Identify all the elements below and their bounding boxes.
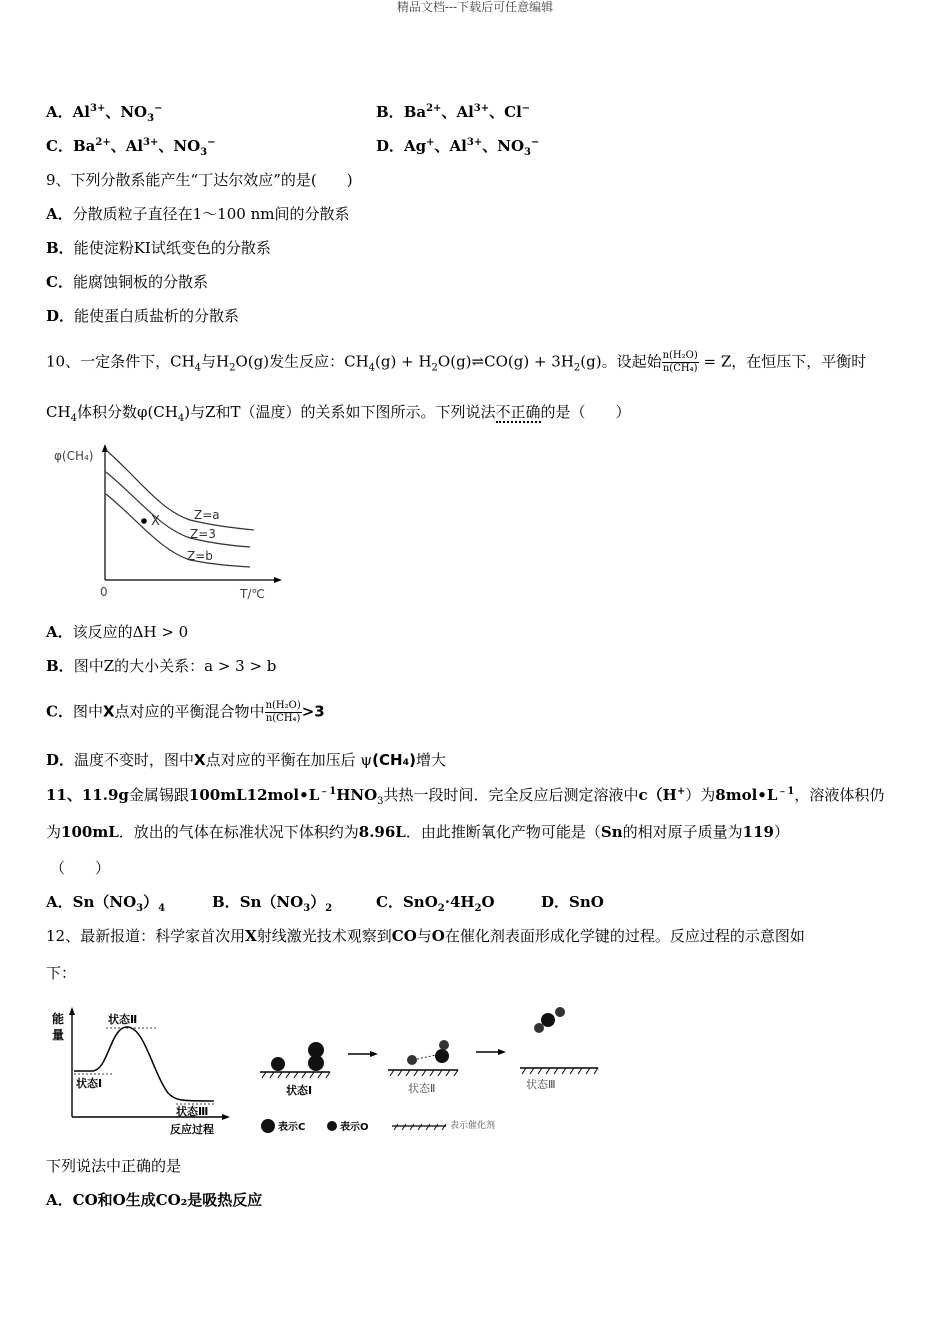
svg-text:状态Ⅱ: 状态Ⅱ [408, 1082, 436, 1095]
energy-state-3: 状态Ⅲ [176, 1105, 209, 1118]
curve-z-a [106, 450, 254, 530]
curve-label-z-a: Z=a [194, 508, 220, 522]
state2-c-atom [435, 1049, 449, 1063]
q11-option-c[interactable]: C．$SnO_2\cdot 4H_2O$ [376, 893, 495, 914]
x-axis-arrow [274, 577, 282, 583]
y-axis-label: φ(CH₄) [54, 449, 94, 463]
q8-option-d[interactable]: D．Ag+、$Al^{3+}$、$NO_3^-$ [376, 137, 540, 158]
q12-energy-diagram [48, 1005, 238, 1140]
svg-text:状态Ⅲ: 状态Ⅲ [526, 1078, 556, 1091]
energy-xlabel: 反应过程 [170, 1123, 214, 1136]
q8-option-a[interactable]: A．$Al^{3+}$、$NO_3^-$ [46, 103, 163, 124]
point-x-label: X [151, 514, 160, 529]
legend-o-label: 表示O [340, 1122, 369, 1133]
x-axis-label: T/℃ [240, 587, 265, 601]
q12-process-diagram [250, 1000, 610, 1140]
curve-z-b [106, 494, 250, 567]
energy-state-1: 状态Ⅰ [76, 1077, 103, 1090]
curve-label-z-3: Z=3 [190, 527, 216, 541]
q11-blank: （ ） [50, 859, 111, 877]
energy-ylabel-2: 量 [52, 1028, 65, 1042]
legend-c-icon [261, 1119, 275, 1133]
legend-c-label: 表示C [278, 1122, 306, 1133]
q12-stem-line1: 12、最新报道：科学家首次用X射线激光技术观察到CO与O在催化剂表面形成化学键的过程。反应过程的示意图如 [46, 927, 805, 945]
q10-option-c[interactable]: C．图中X点对应的平衡混合物中 $\frac{\text{n(H₂O)}}{\text{n(CH₄)}}$ >3 [46, 700, 325, 724]
q11-option-a[interactable]: A．$Sn(NO_3)_4$ [46, 893, 166, 914]
legend-catalyst-label: 表示催化剂 [450, 1121, 496, 1131]
q8-option-c[interactable]: C．$Ba^{2+}$、$Al^{3+}$、$NO_3^-$ [46, 137, 216, 158]
q12-stem-line2: 下： [46, 964, 77, 982]
state1-o-atom [271, 1057, 285, 1071]
q11-option-b[interactable]: B．$Sn(NO_3)_2$ [212, 893, 333, 914]
energy-state-2: 状态Ⅱ [108, 1013, 138, 1026]
q9-stem: 9、下列分散系能产生“丁达尔效应”的是( ) [46, 171, 353, 189]
q10-option-d[interactable]: D．温度不变时，图中X点对应的平衡在加压后 ψ(CH₄)增大 [46, 751, 447, 769]
q9-option-b[interactable]: B．能使淀粉KI试纸变色的分散系 [46, 239, 271, 257]
curve-z-3 [106, 472, 250, 547]
q10-stem-line2: $CH_4$体积分数$\varphi(CH_4)$与Z和T（温度）的关系如下图所示。下列说法不正确的是（ ） [46, 403, 631, 424]
q11-stem-line1: 11、11.9g金属锡跟$100mL12mol•L^{﹣1}HNO_3$共热一段时间．完全反应后测定溶液中c（H+）为$8mol•L^{﹣1}$，溶液体积仍 [46, 786, 885, 807]
origin-label: 0 [100, 585, 108, 599]
state3-o-atom-2 [555, 1007, 565, 1017]
energy-ylabel-1: 能 [52, 1012, 65, 1026]
q9-option-d[interactable]: D．能使蛋白质盐析的分散系 [46, 307, 240, 325]
q10-option-a[interactable]: A．该反应的ΔH > 0 [46, 623, 189, 641]
q11-stem-line2: 为100mL．放出的气体在标准状况下体积约为8.96L．由此推断氧化产物可能是（Sn的相对原子质量为119） [46, 823, 789, 841]
point-x [141, 518, 147, 524]
q10-option-b[interactable]: B．图中Z的大小关系：a > 3 > b [46, 657, 277, 675]
svg-text:状态Ⅰ: 状态Ⅰ [286, 1084, 313, 1097]
state3-o-atom [534, 1023, 544, 1033]
q11-option-d[interactable]: D．SnO [541, 893, 604, 911]
q9-option-a[interactable]: A．分散质粒子直径在1～100 nm间的分散系 [46, 205, 350, 223]
state1-o-atom-2 [308, 1055, 324, 1071]
legend-o-icon [327, 1121, 337, 1131]
q8-option-b[interactable]: B．$Ba^{2+}$、$Al^{3+}$、Cl− [376, 103, 531, 121]
q10-stem-line1: 10、一定条件下，$CH_4$与$H_2O(g)$发生反应：$CH_4(g)$ + $H_2O(g)\rightleftharpoons CO(g) + 3H_2(g)$。设起始 $\frac{\text{n(H₂O)}}{\text{n(CH₄)}}$ = Z，在恒压下，平衡时 [46, 350, 867, 374]
curve-label-z-b: Z=b [187, 549, 213, 563]
state2-o-atom-2 [439, 1040, 449, 1050]
state3-c-atom [541, 1013, 555, 1027]
q12-question: 下列说法中正确的是 [46, 1157, 182, 1175]
state2-o-atom [407, 1055, 417, 1065]
page-header: 精品文档---下载后可任意编辑 [396, 0, 554, 14]
q9-option-c[interactable]: C．能腐蚀铜板的分散系 [46, 273, 208, 291]
q12-option-a[interactable]: A．CO和O生成CO₂是吸热反应 [46, 1191, 263, 1209]
q10-ratio-fraction: $\frac{\text{n(H₂O)}}{\text{n(CH₄)}}$ [662, 350, 698, 374]
q10-graph [50, 440, 290, 605]
